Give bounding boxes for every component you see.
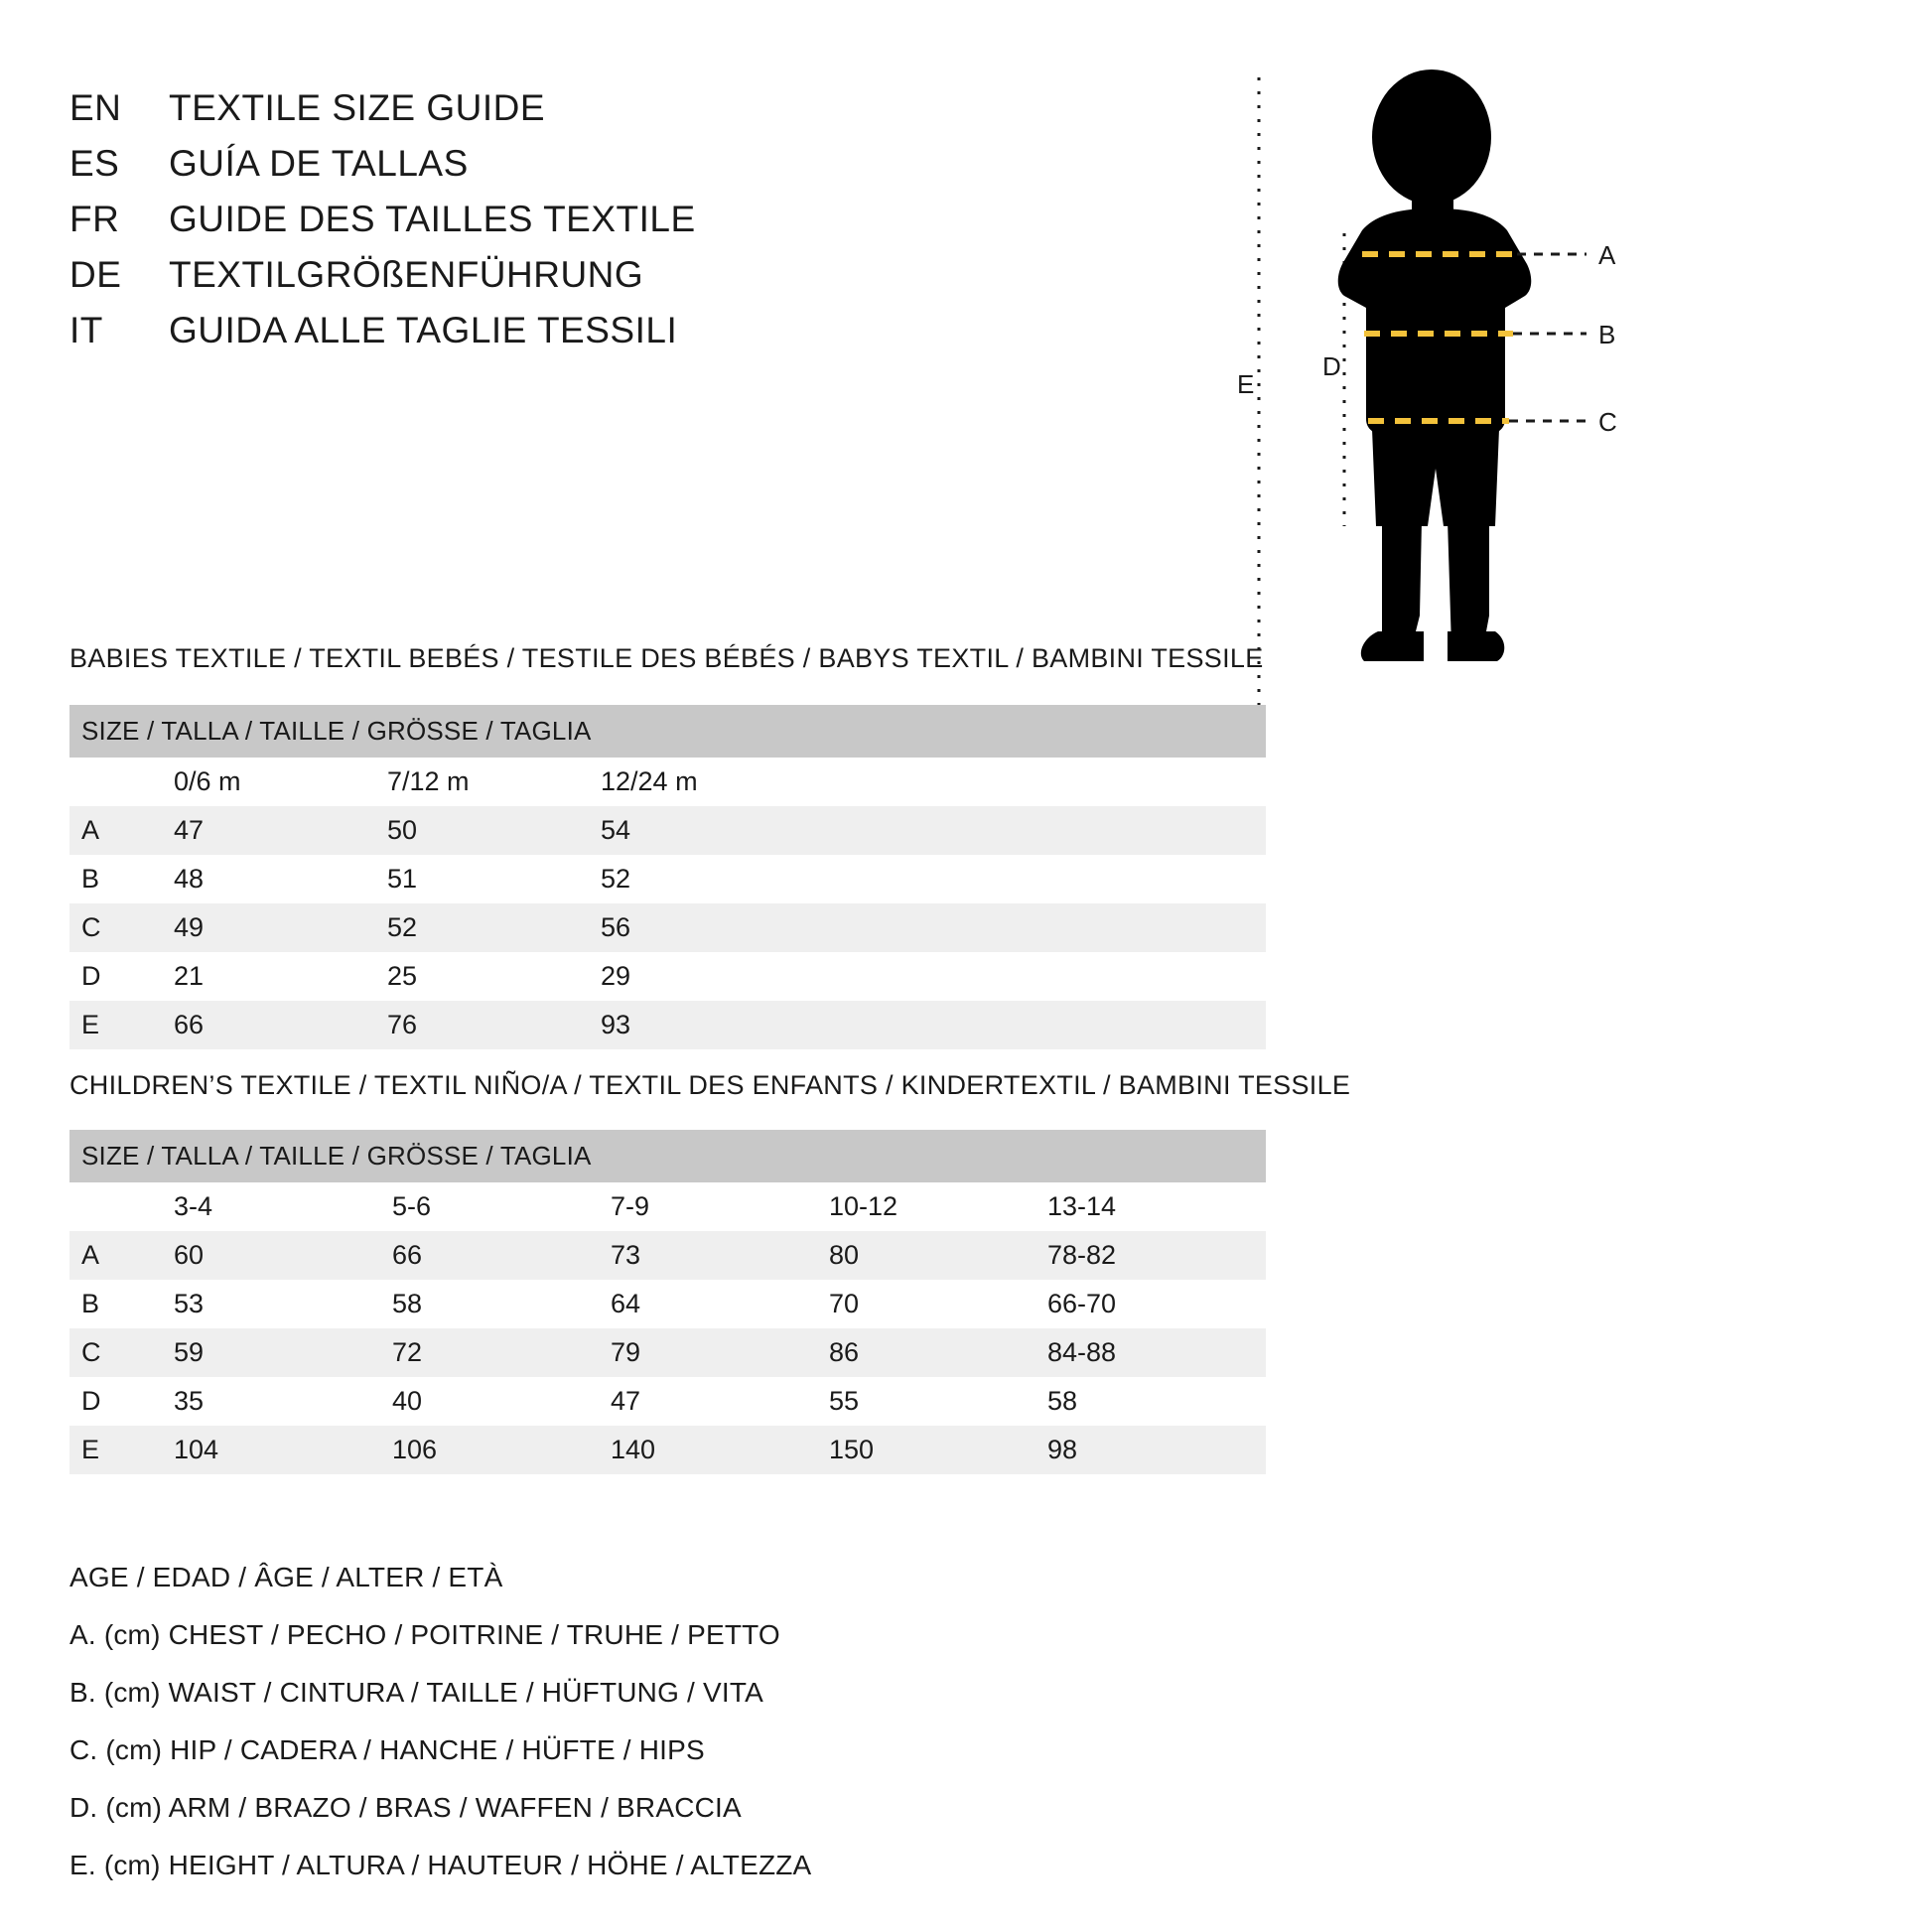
children-d-4: 58 <box>1047 1377 1266 1426</box>
children-col-2: 7-9 <box>611 1182 829 1231</box>
children-a-3: 80 <box>829 1231 1047 1280</box>
children-a-0: 60 <box>174 1231 392 1280</box>
children-row-label-d: D <box>69 1377 174 1426</box>
legend-age: AGE / EDAD / ÂGE / ALTER / ETÀ <box>69 1562 503 1592</box>
title-text-de: TEXTILGRÖßENFÜHRUNG <box>169 254 644 295</box>
measurement-figure <box>1197 60 1892 715</box>
legend-hip: C. (cm) HIP / CADERA / HANCHE / HÜFTE / HIPS <box>69 1734 705 1765</box>
babies-e-2: 93 <box>601 1001 814 1049</box>
children-band-row <box>69 1130 1266 1182</box>
babies-c-0: 49 <box>174 903 387 952</box>
babies-col-2: 12/24 m <box>601 758 814 806</box>
babies-d-1: 25 <box>387 952 601 1001</box>
children-e-2: 140 <box>611 1426 829 1474</box>
babies-b-1: 51 <box>387 855 601 903</box>
title-row-fr <box>69 199 1360 254</box>
babies-band-row <box>69 705 1266 758</box>
title-lang-de: DE <box>69 254 122 295</box>
babies-band-label: SIZE / TALLA / TAILLE / GRÖSSE / TAGLIA <box>69 705 1266 758</box>
children-a-4: 78-82 <box>1047 1231 1266 1280</box>
babies-a-0: 47 <box>174 806 387 855</box>
babies-size-table <box>69 705 1266 1049</box>
children-row-label-e: E <box>69 1426 174 1474</box>
children-b-0: 53 <box>174 1280 392 1328</box>
babies-e-1: 76 <box>387 1001 601 1049</box>
children-col-0: 3-4 <box>174 1182 392 1231</box>
title-text-fr: GUIDE DES TAILLES TEXTILE <box>169 199 696 239</box>
measurement-legend <box>69 1549 1360 1894</box>
child-silhouette-icon <box>1197 60 1892 735</box>
legend-chest: A. (cm) CHEST / PECHO / POITRINE / TRUHE / PETTO <box>69 1619 780 1650</box>
table-row <box>69 1231 1266 1280</box>
children-d-2: 47 <box>611 1377 829 1426</box>
title-text-en: TEXTILE SIZE GUIDE <box>169 87 546 128</box>
table-row <box>69 1426 1266 1474</box>
children-col-3: 10-12 <box>829 1182 1047 1231</box>
babies-col-0: 0/6 m <box>174 758 387 806</box>
children-col-4: 13-14 <box>1047 1182 1266 1231</box>
table-row <box>69 1001 1266 1049</box>
children-b-2: 64 <box>611 1280 829 1328</box>
legend-waist: B. (cm) WAIST / CINTURA / TAILLE / HÜFTUNG / VITA <box>69 1677 763 1708</box>
babies-c-2: 56 <box>601 903 814 952</box>
babies-d-0: 21 <box>174 952 387 1001</box>
children-size-table <box>69 1130 1266 1474</box>
legend-height: E. (cm) HEIGHT / ALTURA / HAUTEUR / HÖHE / ALTEZZA <box>69 1850 812 1880</box>
children-e-1: 106 <box>392 1426 611 1474</box>
title-row-it <box>69 310 1360 365</box>
title-lang-it: IT <box>69 310 103 350</box>
title-lang-es: ES <box>69 143 120 184</box>
babies-col-1: 7/12 m <box>387 758 601 806</box>
children-section-heading: CHILDREN’S TEXTILE / TEXTIL NIÑO/A / TEXTIL DES ENFANTS / KINDERTEXTIL / BAMBINI TESSILE <box>69 1070 1351 1100</box>
children-e-0: 104 <box>174 1426 392 1474</box>
babies-row-label-a: A <box>69 806 174 855</box>
children-a-2: 73 <box>611 1231 829 1280</box>
children-c-3: 86 <box>829 1328 1047 1377</box>
children-c-2: 79 <box>611 1328 829 1377</box>
babies-b-0: 48 <box>174 855 387 903</box>
babies-column-header-row <box>69 758 1266 806</box>
babies-d-2: 29 <box>601 952 814 1001</box>
children-c-1: 72 <box>392 1328 611 1377</box>
children-c-0: 59 <box>174 1328 392 1377</box>
title-lang-en: EN <box>69 87 122 128</box>
title-row-de <box>69 254 1360 310</box>
children-row-label-b: B <box>69 1280 174 1328</box>
table-row <box>69 1377 1266 1426</box>
table-row <box>69 855 1266 903</box>
table-row <box>69 1328 1266 1377</box>
children-d-0: 35 <box>174 1377 392 1426</box>
title-block <box>69 87 1360 365</box>
children-b-3: 70 <box>829 1280 1047 1328</box>
children-corner-cell <box>69 1182 174 1231</box>
table-row <box>69 903 1266 952</box>
babies-b-2: 52 <box>601 855 814 903</box>
babies-e-0: 66 <box>174 1001 387 1049</box>
title-row-en <box>69 87 1360 143</box>
children-a-1: 66 <box>392 1231 611 1280</box>
babies-a-1: 50 <box>387 806 601 855</box>
babies-c-1: 52 <box>387 903 601 952</box>
children-row-label-a: A <box>69 1231 174 1280</box>
babies-a-2: 54 <box>601 806 814 855</box>
label-b: B <box>1598 320 1616 349</box>
children-e-4: 98 <box>1047 1426 1266 1474</box>
table-row <box>69 806 1266 855</box>
children-column-header-row <box>69 1182 1266 1231</box>
label-a: A <box>1598 240 1616 270</box>
children-row-label-c: C <box>69 1328 174 1377</box>
babies-section-heading: BABIES TEXTILE / TEXTIL BEBÉS / TESTILE DES BÉBÉS / BABYS TEXTIL / BAMBINI TESSILE <box>69 643 1264 673</box>
babies-row-label-d: D <box>69 952 174 1001</box>
children-c-4: 84-88 <box>1047 1328 1266 1377</box>
title-text-it: GUIDA ALLE TAGLIE TESSILI <box>169 310 678 350</box>
label-c: C <box>1598 407 1617 437</box>
babies-row-label-e: E <box>69 1001 174 1049</box>
title-row-es <box>69 143 1360 199</box>
table-row <box>69 1280 1266 1328</box>
babies-corner-cell <box>69 758 174 806</box>
children-col-1: 5-6 <box>392 1182 611 1231</box>
label-d: D <box>1322 351 1341 381</box>
babies-row-label-c: C <box>69 903 174 952</box>
silhouette-body <box>1338 69 1532 661</box>
children-d-1: 40 <box>392 1377 611 1426</box>
legend-arm: D. (cm) ARM / BRAZO / BRAS / WAFFEN / BRACCIA <box>69 1792 742 1823</box>
label-e: E <box>1237 369 1255 399</box>
children-b-1: 58 <box>392 1280 611 1328</box>
title-text-es: GUÍA DE TALLAS <box>169 143 469 184</box>
children-e-3: 150 <box>829 1426 1047 1474</box>
children-band-label: SIZE / TALLA / TAILLE / GRÖSSE / TAGLIA <box>69 1130 1266 1182</box>
table-row <box>69 952 1266 1001</box>
babies-row-label-b: B <box>69 855 174 903</box>
title-lang-fr: FR <box>69 199 120 239</box>
children-b-4: 66-70 <box>1047 1280 1266 1328</box>
children-d-3: 55 <box>829 1377 1047 1426</box>
